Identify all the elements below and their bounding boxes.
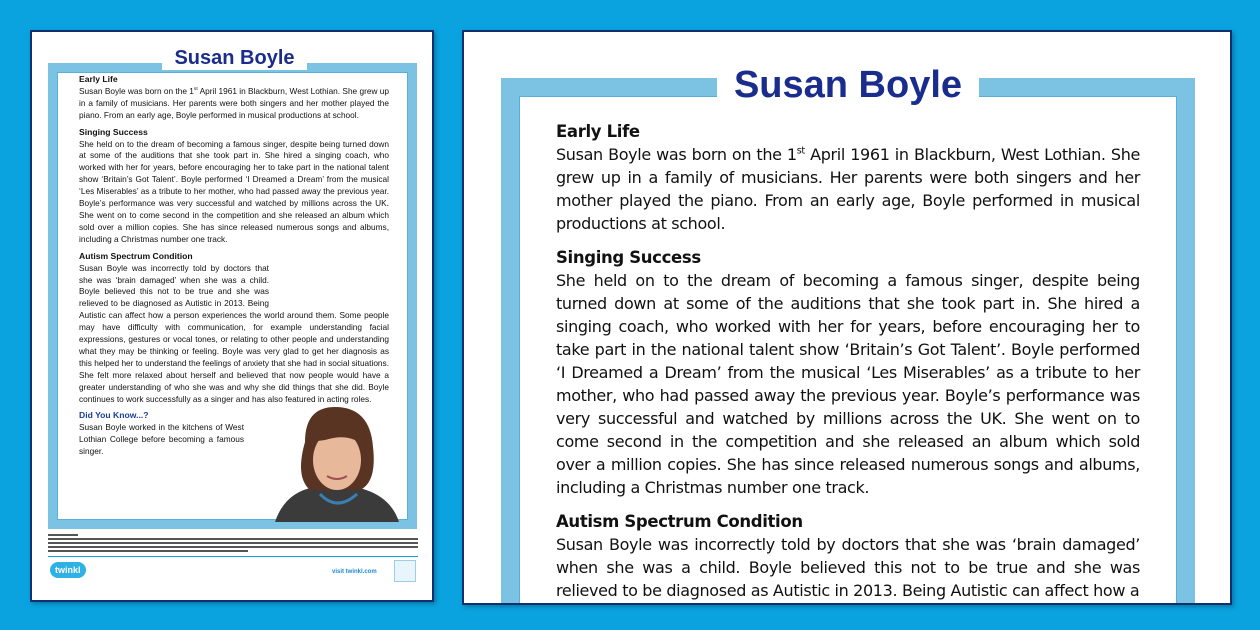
worksheet-text	[556, 120, 1140, 602]
heading-did-you-know: Did You Know...?	[79, 410, 149, 421]
page-title: Susan Boyle	[717, 60, 979, 110]
heading-early-life: Early Life	[556, 122, 640, 141]
text: April 1961 in Blackburn, West Lothian. She grew up in a family of musicians. Her parents were both singers and her mother played the piano. From an early age, Boyle performed in musical productions at school.	[79, 85, 389, 120]
superscript: st	[796, 145, 805, 157]
quality-badge-icon	[394, 560, 416, 582]
text: Susan Boyle was born on the 1	[79, 85, 194, 96]
heading-autism: Autism Spectrum Condition	[556, 512, 803, 531]
heading-early-life: Early Life	[79, 74, 118, 84]
paragraph-singing-success: She held on to the dream of becoming a famous singer, despite being turned down at some of the auditions that she took part in. She hired a singing coach, who worked with her for years, before encouraging her to take part in the national talent show ‘Britain’s Got Talent’. Boyle performed ‘I Dreamed a Dream’ from the musical ‘Les Miserables’ as a tribute to her mother, who had passed away the previous year. Boyle’s performance was very successful and watched by millions across the UK. She went on to come second in the competition and she released an album which sold over a million copies. She has since released numerous songs and albums, including a Christmas number one track.	[556, 271, 1140, 497]
text: Susan Boyle was born on the 1	[556, 145, 797, 164]
heading-singing-success: Singing Success	[79, 126, 148, 137]
text: April 1961 in Blackburn, West Lothian. She grew up in a family of musicians. Her parents were both singers and her mother played the piano. From an early age, Boyle performed in musical productions at school.	[556, 145, 1140, 233]
visit-link[interactable]: visit twinkl.com	[332, 569, 377, 575]
heading-singing-success: Singing Success	[556, 248, 701, 267]
paragraph-did-you-know: Susan Boyle worked in the kitchens of West Lothian College before becoming a famous singer.	[79, 422, 244, 457]
disclaimer-text	[48, 532, 418, 552]
paragraph-early-life	[556, 143, 1140, 235]
divider	[48, 556, 418, 557]
paragraph-autism: Susan Boyle was incorrectly told by doctors that she was ‘brain damaged’ when she was a child. Boyle believed this not to be true and she was relieved to be diagnosed as Autistic in 2013. Being Autistic can affect how a	[556, 535, 1140, 600]
susan-boyle-portrait-image	[265, 402, 399, 522]
float-spacer	[269, 263, 389, 308]
page-title: Susan Boyle	[162, 47, 307, 70]
worksheet-thumbnail	[30, 30, 434, 602]
worksheet-zoomed	[462, 30, 1232, 605]
twinkl-logo: twinkl	[50, 562, 86, 578]
worksheet-text	[79, 74, 389, 458]
superscript: st	[193, 86, 198, 93]
paragraph-singing-success: She held on to the dream of becoming a famous singer, despite being turned down at some of the auditions that she took part in. She hired a singing coach, who worked with her for years, before encouraging her to take part in the national talent show ‘Britain’s Got Talent’. Boyle performed ‘I Dreamed a Dream’ from the musical ‘Les Miserables’ as a tribute to her mother, who had passed away the previous year. Boyle’s performance was very successful and watched by millions across the UK. She went on to come second in the competition and she released an album which sold over a million copies. She has since released numerous songs and albums, including a Christmas number one track.	[79, 138, 389, 244]
paragraph-autism: Susan Boyle was incorrectly told by doctors that she was ‘brain damaged’ when she was a child. Boyle believed this not to be true and she was relieved to be diagnosed as Autistic in 2013. Being Autistic can affect how a person experiences the world around them. Some people may have difficulty with communication, for example understanding facial expressions, gestures or vocal tones, or relating to other people and understanding what they may be thinking or feeling. Boyle was very glad to get her diagnosis as this helped her to understand the feelings of anxiety that she had in social situations. She felt more relaxed about herself and believed that now people would have a greater understanding of who she was and why she did things that she did. Boyle continues to work successfully as a singer and has also featured in acting roles.	[79, 262, 389, 404]
paragraph-early-life	[79, 86, 389, 122]
heading-autism: Autism Spectrum Condition	[79, 250, 193, 261]
